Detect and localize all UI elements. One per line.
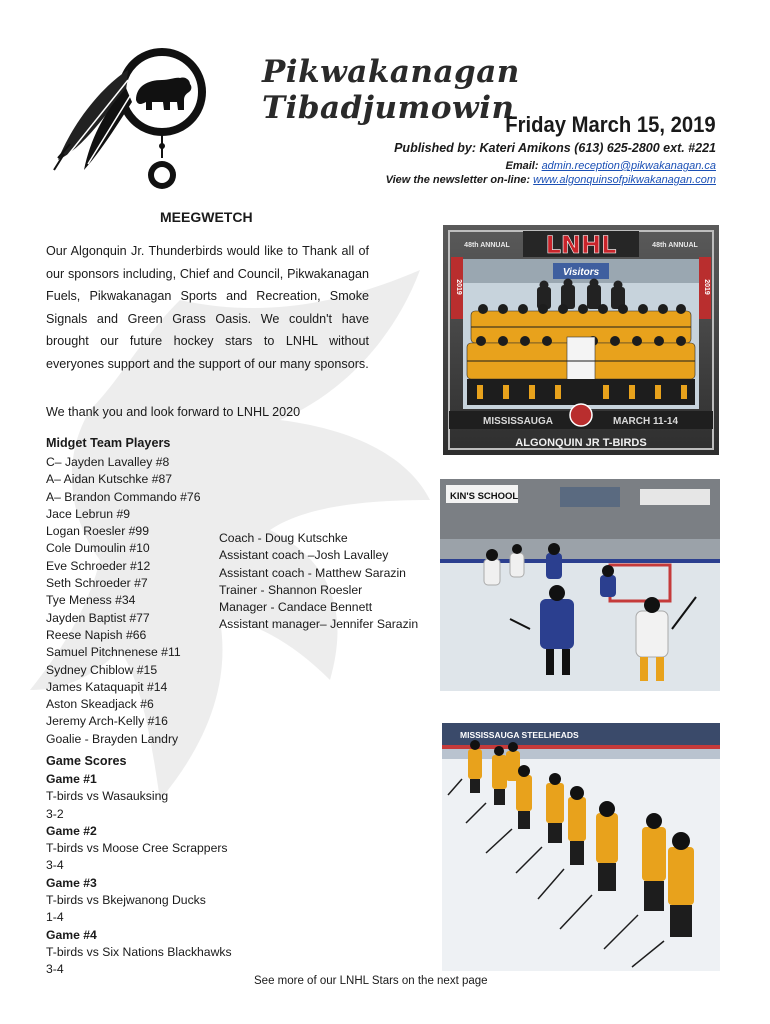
game-score: 3-2: [46, 806, 64, 821]
player-item: Logan Roesler #99: [46, 524, 149, 539]
arena-banner: MISSISSAUGA STEELHEADS: [460, 730, 579, 740]
players-list: [46, 454, 200, 748]
team-photo: [443, 225, 719, 455]
team-photo-art: [443, 225, 719, 455]
lineup-art: [442, 723, 720, 971]
staff-item: Assistant coach –Josh Lavalley: [219, 548, 389, 563]
annual-left: 48th ANNUAL: [464, 242, 510, 249]
staff-item: Assistant manager– Jennifer Sarazin: [219, 617, 419, 632]
issue-date: Friday March 15, 2019: [505, 112, 716, 137]
staff-item: Trainer - Shannon Roesler: [219, 582, 363, 597]
banner-text: LNHL: [545, 231, 617, 259]
game-label: Game #3: [46, 875, 97, 890]
player-item: Tye Meness #34: [46, 593, 136, 608]
staff-item: Assistant coach - Matthew Sarazin: [219, 565, 406, 580]
article-paragraph: Our Algonquin Jr. Thunderbirds would like to Thank all of our sponsors including, Chief and Council, Pikwakanagan Fuels, Pikwakanagan Sports and Recreation, Smoke Signals and Green Grass Oasis. We couldn't have brought our future hockey stars to LNHL without everyones support and the support of our many sponsors.: [46, 244, 369, 371]
player-item: Samuel Pitchnenese #11: [46, 645, 181, 660]
annual-right: 48th ANNUAL: [652, 242, 698, 249]
player-item: Jayden Baptist #77: [46, 610, 150, 625]
venue-text: MISSISSAUGA: [483, 416, 554, 427]
game-score: 3-4: [46, 962, 64, 977]
game-matchup: T-birds vs Wasauksing: [46, 789, 169, 804]
player-item: C– Jayden Lavalley #8: [46, 455, 170, 469]
publisher-line: Published by: Kateri Amikons (613) 625-2800 ext. #221: [394, 141, 716, 155]
lineup-photo: [442, 723, 720, 971]
game-action-photo: [440, 479, 720, 691]
staff-item: Manager - Candace Bennett: [219, 600, 373, 615]
player-item: Seth Schroeder #7: [46, 576, 148, 591]
newsletter-masthead: Pikwakanagan Tibadjumowin: [262, 54, 520, 126]
scores-list: [46, 771, 232, 979]
website-line: [386, 174, 716, 186]
game-matchup: T-birds vs Moose Cree Scrappers: [46, 841, 228, 856]
player-item: Cole Dumoulin #10: [46, 541, 150, 556]
article-title: MEEGWETCH: [160, 209, 253, 225]
player-item: Jeremy Arch-Kelly #16: [46, 714, 168, 729]
player-item: Eve Schroeder #12: [46, 558, 151, 573]
dreamcatcher-bear-logo: [44, 40, 224, 205]
player-item: A– Brandon Commando #76: [46, 489, 201, 504]
game-label: Game #2: [46, 823, 97, 838]
player-item: Aston Skeadjack #6: [46, 697, 154, 712]
footer-note: See more of our LNHL Stars on the next page: [254, 975, 488, 987]
website-link[interactable]: www.algonquinsofpikwakanagan.com: [533, 174, 716, 186]
article-closing: We thank you and look forward to LNHL 2020: [46, 405, 301, 419]
visitors-sign: Visitors: [562, 267, 600, 278]
email-label: Email:: [505, 160, 542, 172]
website-label: View the newsletter on-line:: [385, 174, 534, 186]
player-item: Sydney Chiblow #15: [46, 662, 158, 677]
game-action-art: [440, 479, 720, 691]
game-label: Game #4: [46, 927, 97, 942]
game-score: 3-4: [46, 858, 64, 873]
email-link[interactable]: admin.reception@pikwakanagan.ca: [541, 160, 716, 172]
player-item: A– Aidan Kutschke #87: [46, 472, 173, 487]
email-line: [505, 160, 716, 172]
year-left: 2019: [455, 279, 462, 295]
year-right: 2019: [703, 279, 710, 295]
scores-heading: Game Scores: [46, 754, 127, 768]
staff-item: Coach - Doug Kutschke: [219, 531, 348, 545]
dates-text: MARCH 11-14: [613, 416, 679, 427]
player-item: Jace Lebrun #9: [46, 506, 131, 521]
player-item: Goalie - Brayden Landry: [46, 731, 179, 746]
players-heading: Midget Team Players: [46, 436, 171, 450]
team-name-text: ALGONQUIN JR T-BIRDS: [515, 437, 647, 449]
player-item: James Kataquapit #14: [46, 679, 168, 694]
game-matchup: T-birds vs Six Nations Blackhawks: [46, 944, 232, 959]
game-matchup: T-birds vs Bkejwanong Ducks: [46, 893, 206, 908]
player-item: Reese Napish #66: [46, 627, 147, 642]
arena-sign: KIN'S SCHOOL: [450, 491, 519, 502]
game-score: 1-4: [46, 910, 64, 925]
staff-list: [219, 530, 418, 634]
game-label: Game #1: [46, 772, 97, 786]
